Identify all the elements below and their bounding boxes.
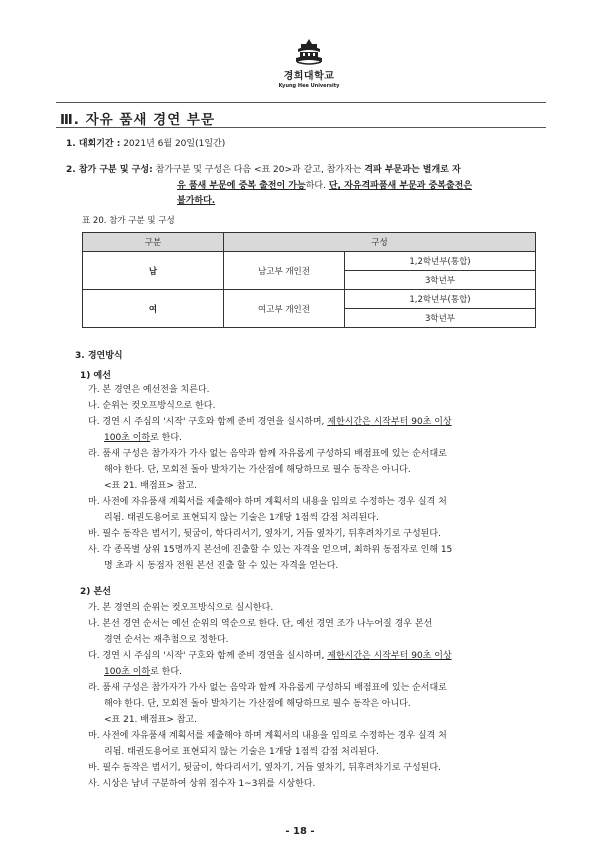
- final-title: 2) 본선: [80, 587, 111, 597]
- participation-text-2b: 하다.: [305, 181, 329, 191]
- event-period-value: 2021년 6월 20일(1일간): [123, 139, 226, 149]
- event-period: [66, 137, 225, 152]
- heading-bottom-rule: [56, 127, 546, 128]
- participation-text-2a: 유 품새 부문에 중복 출전이 가능: [177, 181, 306, 191]
- participation-table: [82, 232, 536, 328]
- final-line: 다. 경연 시 주심의 '시작' 구호와 함께 준비 경연을 실시하며, 제한시간은 시작부터 90초 이상: [88, 651, 452, 661]
- table-header-composition: 구성: [224, 233, 536, 252]
- final-line: 100초 이하로 한다.: [104, 667, 182, 677]
- prelim-line: 명 초과 시 동점자 전원 본선 진출 할 수 있는 자격을 얻는다.: [104, 561, 339, 571]
- logo-korean-name: 경희대학교: [283, 71, 335, 82]
- table-cell-group: 여: [83, 290, 224, 328]
- final-line: 마. 사전에 자유품새 계획서를 제출해야 하며 계획서의 내용을 임의로 수정하는 경우 실격 처: [88, 731, 447, 741]
- table-cell-group: 남: [83, 252, 224, 290]
- logo-english-name: Kyung Hee University: [278, 83, 340, 89]
- page-number: - 18 -: [285, 826, 315, 837]
- final-line: 해야 한다. 단, 모회전 돌아 발차기는 가산점에 해당하므로 필수 동작은 아니다.: [104, 699, 411, 709]
- final-line: 바. 필수 동작은 범서기, 뒷굽이, 학다리서기, 옆차기, 거듭 옆차기, 뒤후려차기로 구성된다.: [88, 763, 441, 773]
- competition-method-title: 3. 경연방식: [75, 351, 123, 361]
- table-cell-division: 3학년부: [345, 309, 536, 328]
- prelim-line: 리됨. 태권도용어로 표현되지 않는 기술은 1개당 1점씩 감점 처리된다.: [104, 513, 379, 523]
- prelim-line: 사. 각 종목별 상위 15명까지 본선에 진출할 수 있는 자격을 얻으며, 최하위 동점자로 인해 15: [88, 545, 453, 555]
- table-cell-division: 3학년부: [345, 271, 536, 290]
- prelim-title: 1) 예선: [80, 371, 111, 381]
- participation-text-2c: 단, 자유격파품새 부문과 중복출전은: [328, 181, 473, 191]
- final-line: 리됨. 태권도용어로 표현되지 않는 기술은 1개당 1점씩 감점 처리된다.: [104, 747, 379, 757]
- university-logo: [276, 38, 342, 89]
- prelim-line: 해야 한다. 단, 모회전 돌아 발차기는 가산점에 해당하므로 필수 동작은 아니다.: [104, 465, 411, 475]
- prelim-line: 다. 경연 시 주심의 '시작' 구호와 함께 준비 경연을 실시하며, 제한시간은 시작부터 90초 이상: [88, 417, 452, 427]
- final-line: 라. 품새 구성은 참가자가 가사 없는 음악과 함께 자유롭게 구성하되 배점표에 있는 순서대로: [88, 683, 447, 693]
- final-line: 가. 본 경연의 순위는 컷오프방식으로 실시한다.: [88, 603, 274, 613]
- prelim-line: 바. 필수 동작은 범서기, 뒷굽이, 학다리서기, 옆차기, 거듭 옆차기, 뒤후려차기로 구성된다.: [88, 529, 441, 539]
- final-line: 경연 순서는 재추첨으로 정한다.: [104, 635, 229, 645]
- participation-text-1b: 격파 부문과는 별개로 자: [364, 165, 461, 175]
- participation-line-2: [177, 179, 472, 194]
- final-line: 나. 본선 경연 순서는 예선 순위의 역순으로 한다. 단, 예선 경연 조가 나누어질 경우 본선: [88, 619, 433, 629]
- prelim-line: 마. 사전에 자유품새 계획서를 제출해야 하며 계획서의 내용을 임의로 수정하는 경우 실격 처: [88, 497, 447, 507]
- prelim-line: 라. 품새 구성은 참가자가 가사 없는 음악과 함께 자유롭게 구성하되 배점표에 있는 순서대로: [88, 449, 447, 459]
- participation-line-3: [177, 194, 215, 209]
- table-header-row: [83, 233, 536, 252]
- table-header-group: 구분: [83, 233, 224, 252]
- heading-top-rule: [56, 102, 546, 103]
- final-line: <표 21. 배점표> 참고.: [104, 715, 198, 725]
- section-title: Ⅲ. 자유 품새 경연 부문: [60, 112, 216, 128]
- table-cell-event: 여고부 개인전: [224, 290, 345, 328]
- prelim-line: <표 21. 배점표> 참고.: [104, 481, 198, 491]
- participation-line-1: [66, 163, 461, 178]
- participation-text-3: 불가하다.: [177, 196, 216, 206]
- university-emblem-icon: [294, 38, 324, 66]
- prelim-line: 100초 이하로 한다.: [104, 433, 182, 443]
- table-cell-division: 1,2학년부(통합): [345, 252, 536, 271]
- event-period-label: 1. 대회기간 :: [66, 139, 121, 149]
- table-row: [83, 290, 536, 309]
- prelim-line: 가. 본 경연은 예선전을 치른다.: [88, 385, 210, 395]
- table-cell-division: 1,2학년부(통합): [345, 290, 536, 309]
- participation-label: 2. 참가 구분 및 구성:: [66, 165, 153, 175]
- table-cell-event: 남고부 개인전: [224, 252, 345, 290]
- participation-text-1a: 참가구분 및 구성은 다음 <표 20>과 같고, 참가자는: [155, 165, 365, 175]
- table-row: [83, 252, 536, 271]
- prelim-line: 나. 순위는 컷오프방식으로 한다.: [88, 401, 216, 411]
- final-line: 사. 시상은 남녀 구분하여 상위 점수자 1~3위를 시상한다.: [88, 779, 316, 789]
- table-caption: 표 20. 참가 구분 및 구성: [82, 216, 175, 226]
